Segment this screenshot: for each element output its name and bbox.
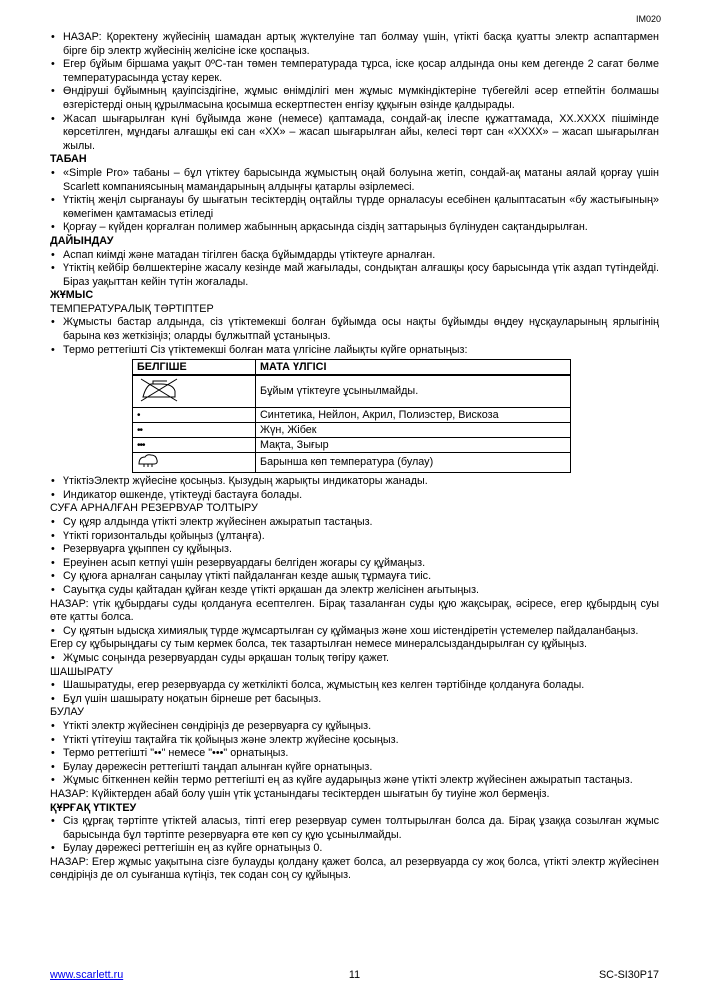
bullet-item: • Үтіктің жеңіл сырғанауы бу шығатын тесіктердің оңтайлы түрде орналасуы есебінен қалыптасатын «бу жастығының» көмегімен қамтамасыз етіледі <box>50 194 659 221</box>
table-row <box>133 423 571 438</box>
bullet-item: • ҮтіктіэЭлектр жүйесіне қосыңыз. Қызудың жарықты индикаторы жанады. <box>50 475 659 489</box>
bullet-item: • Үтікті үтітеуіш тақтайға тік қойыңыз және электр жүйесіне қосыңыз. <box>50 734 659 748</box>
bullet-item: • Сауытқа суды қайтадан құйған кезде үтікті әрқашан да электр желісінен ағытыңыз. <box>50 584 659 598</box>
table-header-row <box>133 360 571 376</box>
bullet-item: • Аспап киімді және матадан тігілген басқа бұйымдарды үтіктеуге арналған. <box>50 249 659 263</box>
bullet-item: • Шашыратуды, егер резервуарда су жеткілікті болса, жұмыстың кез келген тәртібінде қолдануға болады. <box>50 679 659 693</box>
bullet-item: • Өндіруші бұйымның қауіпсіздігіне, жұмыс өнімділігі мен жұмыс мүмкіндіктеріне түбегейлі әсер етпейтін болмашы өзгерістерді оның құрылмасына қосымша ескертпестен енгізу құқығын өзінде қалдырады. <box>50 85 659 112</box>
bullet-item: • Жұмысты бастар алдында, сіз үтіктемекші болған бұйымда осы нақты бұйымды өңдеу нұсқауларының ярлыгінің барына көз жеткізіңіз; оларды бұлжытпай ұстаныңыз. <box>50 316 659 343</box>
bullet-item: • Жасап шығарылған күні бұйымда және (немесе) қаптамада, сондай-ақ ілеспе құжаттамада, XX.XXXX пішімінде көрсетілген, мұндағы алғашқы екі сан «XX» – жасап шығарылған айы, келесі төрт сан «XXXX» – жасап шығарылған жылы. <box>50 113 659 154</box>
fabric-table <box>132 359 571 473</box>
bullet-item: • Су құюға арналған саңылау үтікті пайдаланған кезде ашық тұрмауға тиіс. <box>50 570 659 584</box>
table-row <box>133 453 571 473</box>
section-heading-dry: ҚҰРҒАҚ ҮТІКТЕУ <box>50 801 137 814</box>
steam-icon <box>133 453 256 473</box>
bullet-item: • Резервуарға ұқыппен су құйыңыз. <box>50 543 659 557</box>
website-link[interactable]: www.scarlett.ru <box>50 969 124 981</box>
bullet-item: • Жұмыс соңында резервуардан суды әрқашан толық төгіру қажет. <box>50 652 659 666</box>
table-row <box>133 375 571 408</box>
table-cell-mark: ••• <box>133 438 256 453</box>
table-row <box>133 438 571 453</box>
bullet-item: • Сіз құрғақ тәртіпте үтіктей аласыз, тіпті егер резервуар сумен толтырылған болса да. Бірақ ұзаққа созылған жұмыс барысында бұл тәртіпте резервуарға өте көп су құю ұсынылмайды. <box>50 815 659 842</box>
note-dry: НАЗАР: Егер жұмыс уақытына сізге булауды қолдану қажет болса, ал резервуарда су жоқ болса, үтікті электр жүйесінен сөндіріңіз де ол суығанша күтіңіз, тек содан соң су құйыңыз. <box>50 855 659 882</box>
subheading-spray: ШАШЫРАТУ <box>50 665 113 678</box>
bullet-item: • «Simple Pro» табаны – бұл үтіктеу барысында жұмыстың оңай болуына жетіп, сондай-ақ матаны аялай қорғау үшін Scarlett компаниясының мамандарының алдыңғы қатарлы әзірлемесі. <box>50 167 659 194</box>
section-heading-daiyndau: ДАЙЫНДАУ <box>50 234 114 247</box>
table-cell-fabric: Барынша көп температура (булау) <box>256 453 571 473</box>
bullet-item: • Бұл үшін шашырату ноқатын бірнеше рет басыңыз. <box>50 693 659 707</box>
bullet-item: • Булау дәрежесі реттегішін ең аз күйге орнатыңыз 0. <box>50 842 659 856</box>
bullet-item: • Термо реттегішті "••" немесе "•••" орнатыңыз. <box>50 747 659 761</box>
bullet-item: • Қорғау – күйден қорғалған полимер жабынның арқасында сіздің заттарыңыз бүлінуден сақтандырылған. <box>50 221 659 235</box>
note-steam: НАЗАР: Күйіктерден абай болу үшін үтік ұстанындағы тесіктерден шығатын бу тиуіне жол бермеңіз. <box>50 787 550 800</box>
table-cell-fabric: Мақта, Зығыр <box>256 438 571 453</box>
table-cell-mark: •• <box>133 423 256 438</box>
no-iron-icon <box>133 375 256 408</box>
bullet-item: • Үтікті электр жүйесінен сөндіріңіз де резервуарға су құйыңыз. <box>50 720 659 734</box>
table-cell-fabric: Жүн, Жібек <box>256 423 571 438</box>
bullet-item: • Булау дәрежесін реттегішті таңдап алынған күйге орнатыңыз. <box>50 761 659 775</box>
manual-content <box>50 31 659 883</box>
bullet-item: • НАЗАР: Қоректену жүйесінің шамадан артық жүктелуіне тап болмау үшін, үтікті басқа қуатты электр аспаптармен бірге бір электр жүйесінің желісіне іске қоспаңыз. <box>50 31 659 58</box>
bullet-item: • Үтіктің кейбір бөлшектеріне жасалу кезінде май жағылады, сондықтан алғашқы қосу барысында үтік аздап түтіндейді. Біраз уақыттан кейін түтін жоғалады. <box>50 262 659 289</box>
table-cell-mark: • <box>133 408 256 423</box>
note-water: НАЗАР: үтік құбырдағы суды қолдануға есептелген. Бірақ тазаланған суды құю жақсырақ, әсіресе, егер құбырдың суы өте қатты болса. <box>50 597 659 624</box>
bullet-item: • Индикатор өшкенде, үтіктеуді бастауға болады. <box>50 489 659 503</box>
bullet-item: • Жұмыс біткеннен кейін термо реттегішті ең аз күйге аударыңыз және үтікті электр жүйесінен ажыратып тастаңыз. <box>50 774 659 788</box>
bullet-item: • Су құяр алдында үтікті электр жүйесінен ажыратып тастаңыз. <box>50 516 659 530</box>
section-heading-taban: ТАБАН <box>50 153 87 166</box>
model-code: SC-SI30P17 <box>598 969 659 981</box>
bullet-item: • Су құятын ыдысқа химиялық түрде жұмсартылған су құймаңыз және хош иістендіретін үстемелер пайдаланбаңыз. <box>50 625 659 639</box>
subheading-steam: БУЛАУ <box>50 706 85 719</box>
page-code: IM020 <box>635 14 661 24</box>
section-heading-zhumys: ЖҰМЫС <box>50 289 94 302</box>
subheading-temperature: ТЕМПЕРАТУРАЛЫҚ ТӘРТІПТЕР <box>50 302 214 315</box>
bullet-item: • Егер бұйым біршама уақыт 0ºС-тан төмен температурада тұрса, іске қосар алдында оны кем дегенде 2 сағат бөлме температурасында ұстау керек. <box>50 58 659 85</box>
bullet-item: • Термо реттегішті Сіз үтіктемекші болған мата үлгісіне лайықты күйге орнатыңыз: <box>50 344 659 358</box>
bullet-item: • Үтікті горизонтальды қойыңыз (ұлтаңға). <box>50 530 659 544</box>
table-row <box>133 408 571 423</box>
table-cell-fabric: Бұйым үтіктеуге ұсынылмайды. <box>256 375 571 408</box>
table-header-fabric: МАТА ҮЛГІСІ <box>256 360 571 376</box>
subheading-water: СУҒА АРНАЛҒАН РЕЗЕРВУАР ТОЛТЫРУ <box>50 502 258 515</box>
table-cell-fabric: Синтетика, Нейлон, Акрил, Полиэстер, Вискоза <box>256 408 571 423</box>
table-header-symbol: БЕЛГІШЕ <box>133 360 256 376</box>
page-number: 11 <box>348 969 361 981</box>
bullet-item: • Ереуінен асып кетпуі үшін резервуардағы белгіден жоғары су құймаңыз. <box>50 557 659 571</box>
plain-water: Егер су құбырыңдағы су тым кермек болса, тек тазартылған немесе минералсыздандырылған су құйыңыз. <box>50 638 588 651</box>
